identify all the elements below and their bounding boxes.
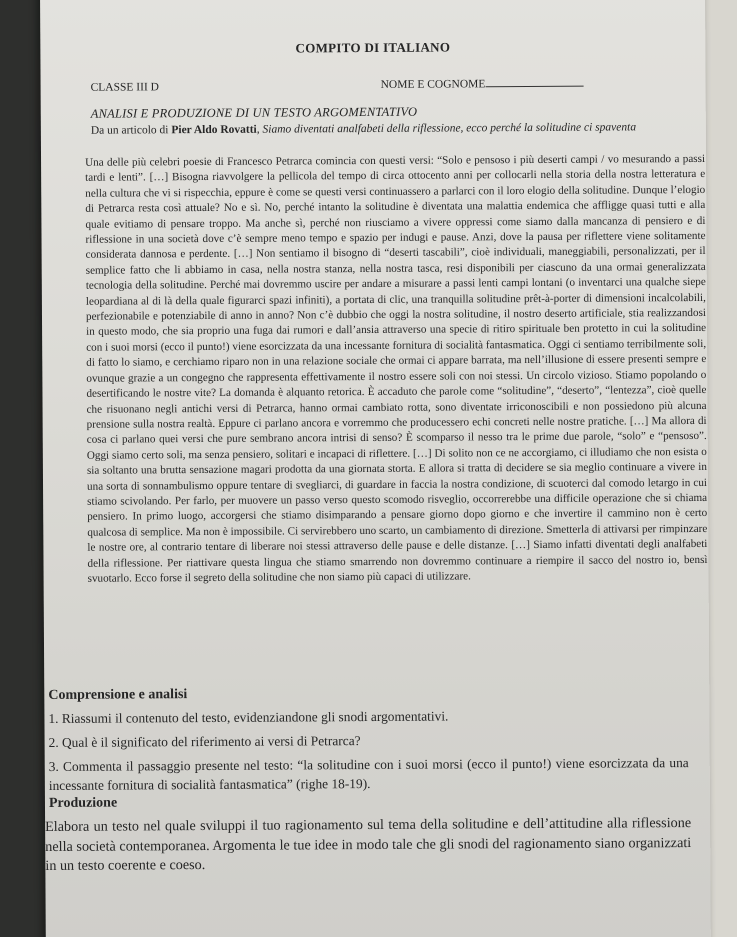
source-author: Pier Aldo Rovatti: [171, 123, 257, 137]
question-2: 2. Qual è il significato del riferimento ai versi di Petrarca?: [48, 733, 361, 750]
article-source: [91, 120, 651, 137]
source-prefix: Da un articolo di: [90, 124, 172, 137]
name-blank-line: [485, 77, 583, 88]
class-label: CLASSE III D: [90, 81, 160, 94]
article-text: Una delle più celebri poesie di Francesco Petrarca comincia con questi versi: “Solo e pensoso i più deserti campi / vo mesurando a passi tardi e lenti”. […] Bisogna riavvolgere la pellicola del tempo di circa ottocento anni per collocarli nella storia della nostra letteratura e nella cultura che vi si rispecchia, eppure è come se questi versi continuassero a parlarci con il loro elogio della solitudine. Dunque l’elogio di Petrarca resta così attuale? No e sì. No, perché intanto la solitudine è diventata una malattia endemica che affligge quasi tutti e alla quale evitiamo di pensare troppo. Ma anche sì, perché non riusciamo a vivere oppressi come siamo dalla mancanza di pensiero e di riflessione in una società dove c’è sempre meno tempo e spazio per indugi e pause. Anzi, dove la pausa per riflettere viene solitamente considerata dannosa e perdente. […] Non sentiamo il bisogno di “deserti tascabili”, cioè individuali, maneggiabili, personalizzati, per il semplice fatto che li abbiamo in casa, nella nostra stanza, nella nostra tasca, resi disponibili per ciascuno da una ormai generalizzata tecnologia della solitudine. Perché mai dovremmo uscire per andare a misurare a passi lenti campi lontani (o inventarci una qualche siepe leopardiana al di là della quale figurarci spazi infiniti), a portata di clic, una tranquilla solitudine prêt-à-porter di dimensioni incalcolabili, perfezionabile e potenziabile di anno in anno? Non c’è dubbio che oggi la nostra solitudine, il nostro deserto artificiale, stia realizzandosi in questo modo, che sia proprio una fuga dai rumori e dall’ansia attraverso una specie di ritiro spirituale ben protetto in cui la solitudine con i suoi morsi (ecco il punto!) viene esorcizzata da una incessante fornitura di socialità fantasmatica. Oggi ci sentiamo terribilmente soli, di fatto lo siamo, e cerchiamo riparo non in una relazione sociale che ormai ci appare barrata, ma nell’illusione di essere presenti sempre e ovunque grazie a un congegno che rappresenta effettivamente il nostro essere soli con noi stessi. Un circolo vizioso. Stiamo popolando o desertificando le nostre vite? La domanda è alquanto retorica. È accaduto che parole come “solitudine”, “deserto”, “lentezza”, cioè quelle che risuonano negli antichi versi di Petrarca, hanno ormai cambiato rotta, sono diventate irriconoscibili e non possiedono più alcuna prensione sulla nostra realtà. Eppure ci parlano ancora e vorremmo che producessero echi concreti nelle nostre pratiche. […] Ma allora di cosa ci parlano quei versi che pure sembrano ancora intrisi di senso? È scomparso il nesso tra le prime due parole, “solo” e “pensoso”. Oggi siamo certo soli, ma senza pensiero, solitari e incapaci di riflettere. […] Di solito non ce ne accorgiamo, ci illudiamo che non esista o sia soltanto una brutta sensazione magari prodotta da una giornata storta. E allora si tratta di decidere se sia meglio continuare a vivere in una sorta di sonnambulismo oppure tentare di svegliarci, di guardare in faccia la nostra condizione, di scuoterci dal comodo letargo in cui stiamo scivolando. Per farlo, per muovere un passo verso questo scomodo risveglio, occorrerebbe una difficile operazione che si chiama pensiero. In primo luogo, accorgersi che stiamo disimparando a pensare giorno dopo giorno e che invertire il cammino non è certo qualcosa di semplice. Ma non è impossibile. Ci servirebbero uno scarto, un cambiamento di direzione. Smetterla di attivarsi per rimpinzare le nostre ore, al contrario tentare di liberare noi stessi attraverso delle pause e delle distanze. […] Siamo infatti diventati degli analfabeti della riflessione. Per riattivare questa lingua che stiamo smarrendo non dovremmo continuare a riempire il sacco del nostro io, bensì svuotarlo. Ecco forse il segreto della solitudine che non siamo più capaci di utilizzare.: [85, 152, 708, 585]
source-title: Siamo diventati analfabeti della riflessione, ecco perché la solitudine ci spaventa: [262, 121, 637, 136]
production-heading: Produzione: [48, 795, 118, 811]
question-1: 1. Riassumi il contenuto del testo, evidenziandone gli snodi argomentativi.: [48, 708, 449, 726]
question-3: 3. Commenta il passaggio presente nel testo: “la solitudine con i suoi morsi (ecco il punto!) viene esorcizzata da una incessante fornitura di socialità fantasmatica” (righe 18-19).: [48, 755, 689, 793]
comprehension-heading: Comprensione e analisi: [48, 687, 188, 703]
name-label: NOME E COGNOME: [380, 78, 486, 91]
name-field: [381, 77, 584, 91]
production-prompt: Elabora un testo nel quale sviluppi il tuo ragionamento sul tema della solitudine e dell’attitudine alla riflessione nella società contemporanea. Argomenta le tue idee in modo tale che gli snodi del ragionamento siano organizzati in un testo coerente e coeso.: [45, 815, 692, 874]
exam-sheet: [40, 0, 711, 937]
page-title: COMPITO DI ITALIANO: [295, 39, 451, 56]
source-separator: ,: [256, 123, 263, 136]
section-heading: ANALISI E PRODUZIONE DI UN TESTO ARGOMENTATIVO: [90, 104, 418, 121]
